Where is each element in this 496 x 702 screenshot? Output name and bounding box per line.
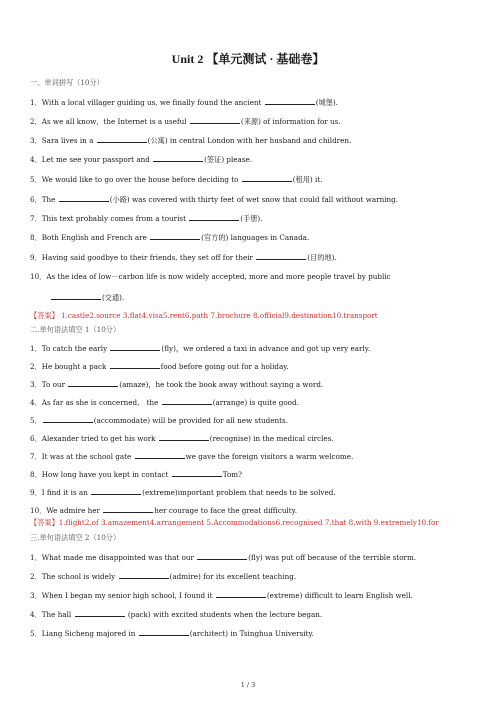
answer-blank[interactable] (110, 343, 160, 351)
question-text: 4．Let me see your passport and (30, 155, 153, 164)
question-text: 4．The hall (30, 610, 74, 619)
question-text: 9．Having said goodbye to their friends, they set off for their (30, 253, 256, 262)
question-line (30, 116, 486, 126)
question-text: (来源) of information for us. (240, 117, 341, 126)
question-text: 5．Liang Sicheng majored in (30, 629, 138, 638)
question-line (30, 154, 486, 164)
question-text: 2．As we all know，the Internet is a useful (30, 117, 189, 126)
answer-blank[interactable] (216, 590, 266, 598)
answer-blank[interactable] (68, 379, 118, 387)
question-text: 1．What made me disappointed was that our (30, 553, 197, 562)
answer-blank[interactable] (91, 487, 141, 495)
question-text: (租用) it. (292, 175, 323, 184)
question-line (30, 552, 486, 562)
question-text: 6．Alexander tried to get his work (30, 434, 158, 443)
section-heading: 二.单句语法填空 1（10分） (30, 325, 121, 334)
section-heading: 三.单句语法填空 2（10分） (30, 533, 121, 542)
answer-blank[interactable] (43, 415, 93, 423)
question-text: (目的地). (307, 253, 337, 262)
question-text: (arrange) is quite good. (212, 398, 299, 407)
question-text: 5．We would like to go over the house before deciding to (30, 175, 241, 184)
section-heading: 一、单词拼写（10分） (30, 78, 104, 87)
question-text: 4．As far as she is concerned, the (30, 398, 161, 407)
answer-blank[interactable] (265, 97, 315, 105)
question-text: (fly) was put off because of the terrible storm. (248, 553, 417, 562)
question-line (30, 361, 486, 371)
answer-blank[interactable] (51, 292, 101, 300)
question-text: 8．How long have you kept in contact (30, 470, 171, 479)
answer-blank[interactable] (242, 174, 292, 182)
question-line (30, 487, 486, 497)
question-text: (extreme) difficult to learn English well. (266, 591, 413, 600)
answer-blank[interactable] (97, 135, 147, 143)
question-line (30, 135, 486, 145)
question-text: 3．Sara lives in a (30, 136, 96, 145)
question-text: (architect) in Tsinghua University. (189, 629, 314, 638)
question-text: (admire) for its excellent teaching. (169, 572, 297, 581)
question-line (30, 194, 486, 204)
question-text: (pack) with excited students when the lecture began. (125, 610, 323, 619)
question-text: food before going out for a holiday. (160, 362, 289, 371)
answer-blank[interactable] (103, 505, 153, 513)
question-line (30, 272, 486, 281)
answer-blank[interactable] (159, 433, 209, 441)
question-line (30, 571, 486, 581)
answer-blank[interactable] (256, 252, 306, 260)
question-text: (交通). (102, 293, 125, 302)
answer-blank[interactable] (59, 194, 109, 202)
question-text: (签证) please. (204, 155, 253, 164)
answer-key: 【答案】1.flight2.of 3.amazement4.arrangement 5.Accommodations6.recognised 7.that 8.with 9.extremely10.for (30, 518, 439, 527)
question-line (30, 505, 486, 515)
question-text: (accommodate) will be provided for all new students. (93, 416, 288, 425)
question-text: 5． (30, 416, 42, 425)
question-text: 10．As the idea of low－carbon life is now widely accepted, more and more people travel by public (30, 272, 391, 281)
question-text: 7．It was at the school gate (30, 452, 134, 461)
page-number: 1 / 3 (240, 681, 256, 689)
answer-blank[interactable] (153, 154, 203, 162)
question-text: 3．To our (30, 380, 68, 389)
question-text: (extreme)important problem that needs to be solved. (142, 488, 336, 497)
question-line (30, 174, 486, 184)
question-line (30, 590, 486, 600)
question-text: (小路) was covered with thirty feet of wet snow that could fall without warning. (109, 195, 399, 204)
answer-blank[interactable] (197, 552, 247, 560)
question-text: her courage to face the great difficulty. (154, 506, 298, 515)
page-title: Unit 2 【单元测试 · 基础卷】 (171, 52, 325, 66)
question-text: 2．He bought a pack (30, 362, 109, 371)
question-text: 7．This text probably comes from a tourist (30, 214, 189, 223)
question-text: 3．When I began my senior high school, I found it (30, 591, 215, 600)
question-text: (amaze)，he took the book away without saying a word. (119, 380, 324, 389)
question-text: (公寓) in central London with her husband and children. (147, 136, 352, 145)
question-line (30, 628, 486, 638)
question-line (30, 232, 486, 242)
answer-blank[interactable] (190, 116, 240, 124)
question-line (30, 451, 486, 461)
question-text: 8．Both English and French are (30, 233, 150, 242)
question-line (50, 292, 486, 302)
question-text: (城堡). (315, 98, 338, 107)
question-text: (手册). (240, 214, 263, 223)
question-text: 1．To catch the early (30, 344, 110, 353)
question-line (30, 97, 486, 107)
question-line (30, 433, 486, 443)
question-line (30, 252, 486, 262)
answer-blank[interactable] (135, 451, 185, 459)
question-line (30, 469, 486, 479)
answer-key: 【答案】 1.castle2.source 3.flat4.visa5.rent6.path 7.brochure 8.official9.destination10.transport (30, 311, 378, 320)
question-text: (官方的) languages in Canada. (201, 233, 310, 242)
question-line (30, 343, 486, 353)
question-line (30, 609, 486, 619)
question-text: 9．I find it is an (30, 488, 91, 497)
question-text: 2．The school is widely (30, 572, 118, 581)
question-line (30, 397, 486, 407)
answer-blank[interactable] (150, 232, 200, 240)
question-text: 6．The (30, 195, 58, 204)
answer-blank[interactable] (119, 571, 169, 579)
answer-blank[interactable] (162, 397, 212, 405)
answer-blank[interactable] (189, 213, 239, 221)
question-text: 1．With a local villager guiding us, we finally found the ancient (30, 98, 264, 107)
answer-blank[interactable] (139, 628, 189, 636)
question-text: we gave the foreign visitors a warm welcome. (185, 452, 354, 461)
question-text: 10．We admire her (30, 506, 103, 515)
question-line (30, 415, 486, 425)
question-text: (recognise) in the medical circles. (209, 434, 334, 443)
answer-blank[interactable] (110, 361, 160, 369)
question-line (30, 379, 486, 389)
answer-blank[interactable] (75, 609, 125, 617)
question-line (30, 213, 486, 223)
question-text: (fly)，we ordered a taxi in advance and got up very early. (161, 344, 371, 353)
question-text: Tom? (222, 470, 242, 479)
answer-blank[interactable] (172, 469, 222, 477)
